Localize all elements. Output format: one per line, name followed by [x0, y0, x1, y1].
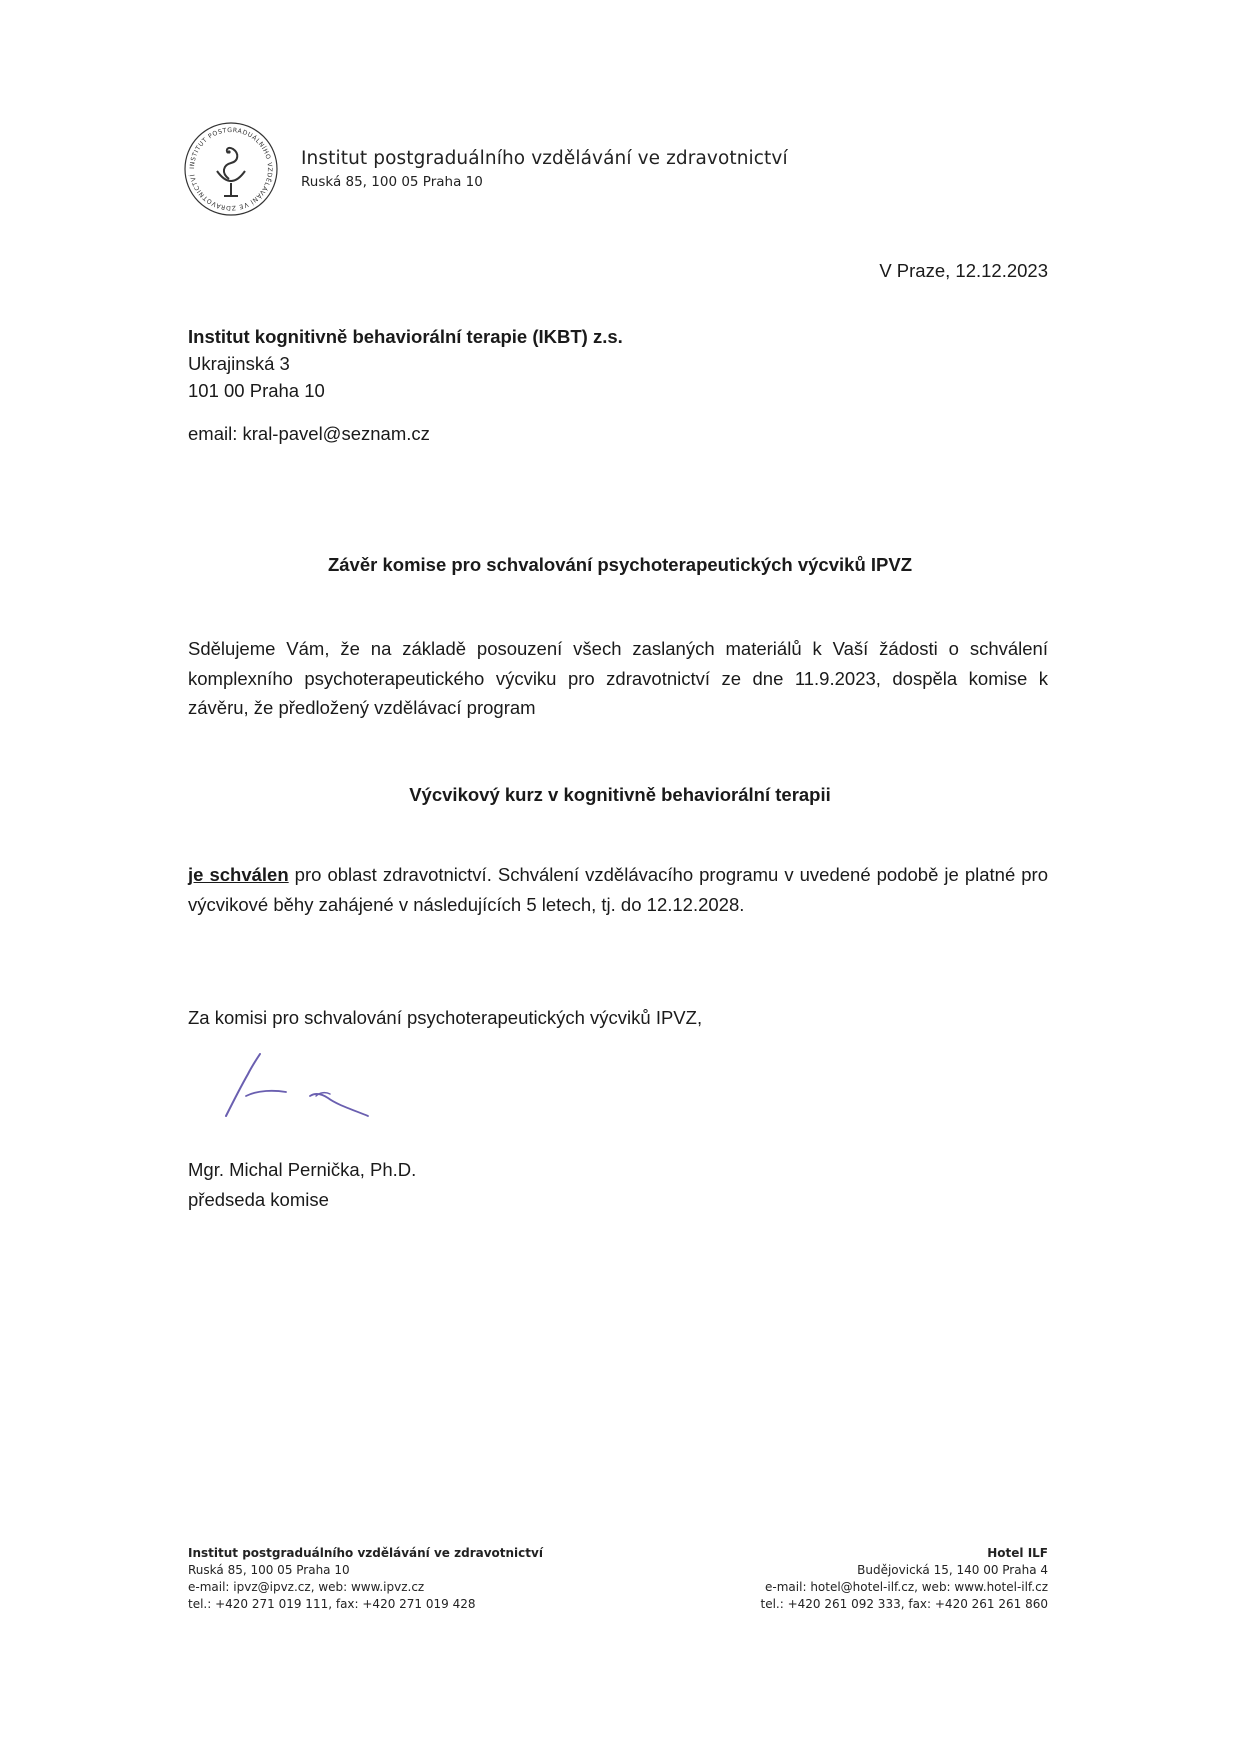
footer-left-contact: e-mail: ipvz@ipvz.cz, web: www.ipvz.cz	[188, 1580, 425, 1594]
signer-role: předseda komise	[188, 1188, 329, 1210]
signer-block	[188, 1155, 416, 1214]
letter-date: V Praze, 12.12.2023	[879, 260, 1048, 281]
footer-right-name: Hotel ILF	[987, 1546, 1048, 1560]
footer-left-address: Ruská 85, 100 05 Praha 10	[188, 1563, 350, 1577]
paragraph-2-text: pro oblast zdravotnictví. Schválení vzdělávacího programu v uvedené podobě je platné pro výcvikové běhy zahájené v následujících 5 letech, tj. do 12.12.2028.	[188, 864, 1048, 915]
body-paragraph-2	[188, 860, 1048, 919]
org-address: Ruská 85, 100 05 Praha 10	[301, 174, 483, 190]
footer-right	[761, 1545, 1049, 1613]
footer-left-phone: tel.: +420 271 019 111, fax: +420 271 019 428	[188, 1597, 476, 1611]
footer-right-contact: e-mail: hotel@hotel-ilf.cz, web: www.hotel-ilf.cz	[765, 1580, 1048, 1594]
recipient-street: Ukrajinská 3	[188, 353, 290, 374]
approved-label: je schválen	[188, 864, 289, 885]
closing-line: Za komisi pro schvalování psychoterapeutických výcviků IPVZ,	[188, 1007, 703, 1028]
handwritten-signature	[218, 1048, 388, 1130]
signer-name: Mgr. Michal Pernička, Ph.D.	[188, 1159, 417, 1180]
recipient-email: email: kral-pavel@seznam.cz	[188, 423, 430, 444]
ipvz-logo	[183, 121, 279, 217]
letterhead	[301, 148, 788, 190]
program-title: Výcvikový kurz v kognitivně behaviorální terapii	[409, 784, 831, 805]
svg-text:INSTITUT POSTGRADUÁLNÍHO VZDĚL	[187, 127, 273, 211]
subject-heading: Závěr komise pro schvalování psychoterapeutických výcviků IPVZ	[327, 554, 913, 575]
org-name: Institut postgraduálního vzdělávání ve zdravotnictví	[301, 148, 788, 169]
body-paragraph-1: Sdělujeme Vám, že na základě posouzení všech zaslaných materiálů k Vaší žádosti o schválení komplexního psychoterapeutického výcviku pro zdravotnictví ze dne 11.9.2023, dospěla komise k závěru, že předložený vzdělávací program	[188, 638, 1048, 718]
logo-ring-text: INSTITUT POSTGRADUÁLNÍHO VZDĚLÁVÁNÍ VE ZDRAVOTNICTVÍ	[188, 126, 274, 212]
footer-right-address: Budějovická 15, 140 00 Praha 4	[857, 1563, 1048, 1577]
footer-left-name: Institut postgraduálního vzdělávání ve zdravotnictví	[188, 1546, 543, 1560]
recipient-block	[188, 323, 623, 404]
footer-left	[188, 1545, 543, 1613]
recipient-city: 101 00 Praha 10	[188, 380, 325, 401]
footer-right-phone: tel.: +420 261 092 333, fax: +420 261 261 860	[760, 1597, 1048, 1611]
recipient-name: Institut kognitivně behaviorální terapie (IKBT) z.s.	[188, 326, 623, 347]
